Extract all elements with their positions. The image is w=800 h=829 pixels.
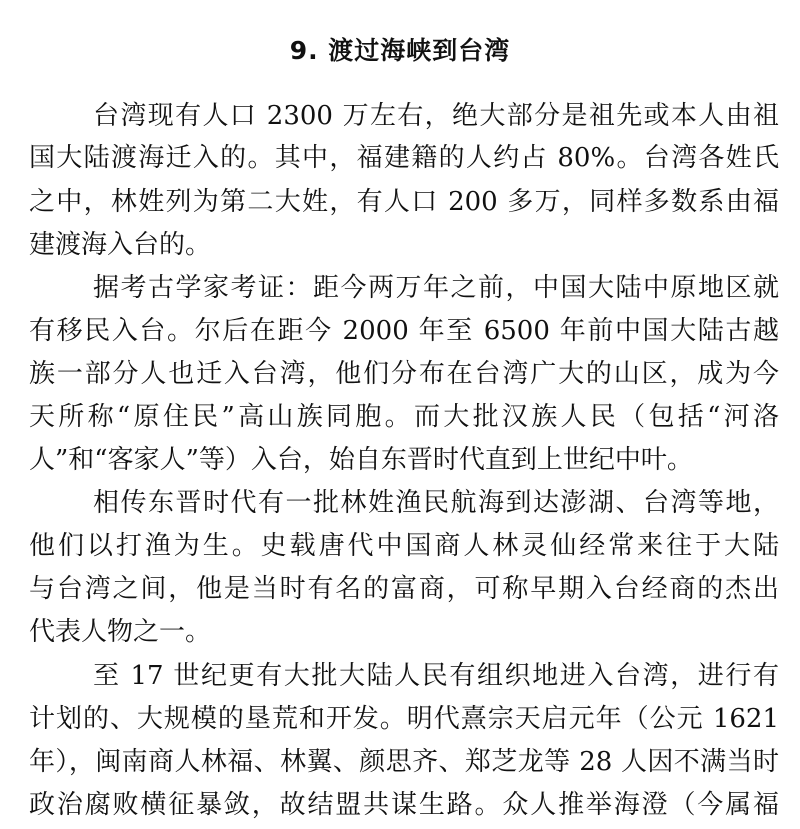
text-line: 人”和“客家人”等）入台，始自东晋时代直到上世纪中叶。 [29, 445, 693, 475]
text-line: 相传东晋时代有一批林姓渔民航海到达澎湖、台湾等地， [93, 488, 779, 518]
text-line: 计划的、大规模的垦荒和开发。明代熹宗天启元年（公元 1621 [29, 704, 779, 734]
text-line: 台湾现有人口 2300 万左右，绝大部分是祖先或本人由祖 [93, 101, 779, 131]
text-line: 年），闽南商人林福、林翼、颜思齐、郑芝龙等 28 人因不满当时 [29, 747, 779, 777]
text-line: 之中，林姓列为第二大姓，有人口 200 多万，同样多数系由福 [29, 187, 779, 217]
section-title: 9. 渡过海峡到台湾 [289, 36, 511, 65]
text-line: 族一部分人也迁入台湾，他们分布在台湾广大的山区，成为今 [29, 359, 779, 389]
text-line: 政治腐败横征暴敛，故结盟共谋生路。众人推举海澄（今属福 [29, 790, 779, 820]
text-line: 据考古学家考证：距今两万年之前，中国大陆中原地区就 [93, 273, 779, 303]
text-line: 国大陆渡海迁入的。其中，福建籍的人约占 80%。台湾各姓氏 [29, 143, 779, 173]
text-line: 天所称“原住民”高山族同胞。而大批汉族人民（包括“河洛 [29, 402, 779, 432]
text-line: 代表人物之一。 [29, 617, 212, 647]
text-line: 至 17 世纪更有大批大陆人民有组织地进入台湾，进行有 [93, 661, 779, 691]
text-line: 建渡海入台的。 [29, 230, 212, 260]
text-line: 与台湾之间，他是当时有名的富商，可称早期入台经商的杰出 [29, 574, 779, 604]
text-line: 有移民入台。尔后在距今 2000 年至 6500 年前中国大陆古越 [29, 316, 779, 346]
text-line: 他们以打渔为生。史载唐代中国商人林灵仙经常来往于大陆 [29, 531, 779, 561]
